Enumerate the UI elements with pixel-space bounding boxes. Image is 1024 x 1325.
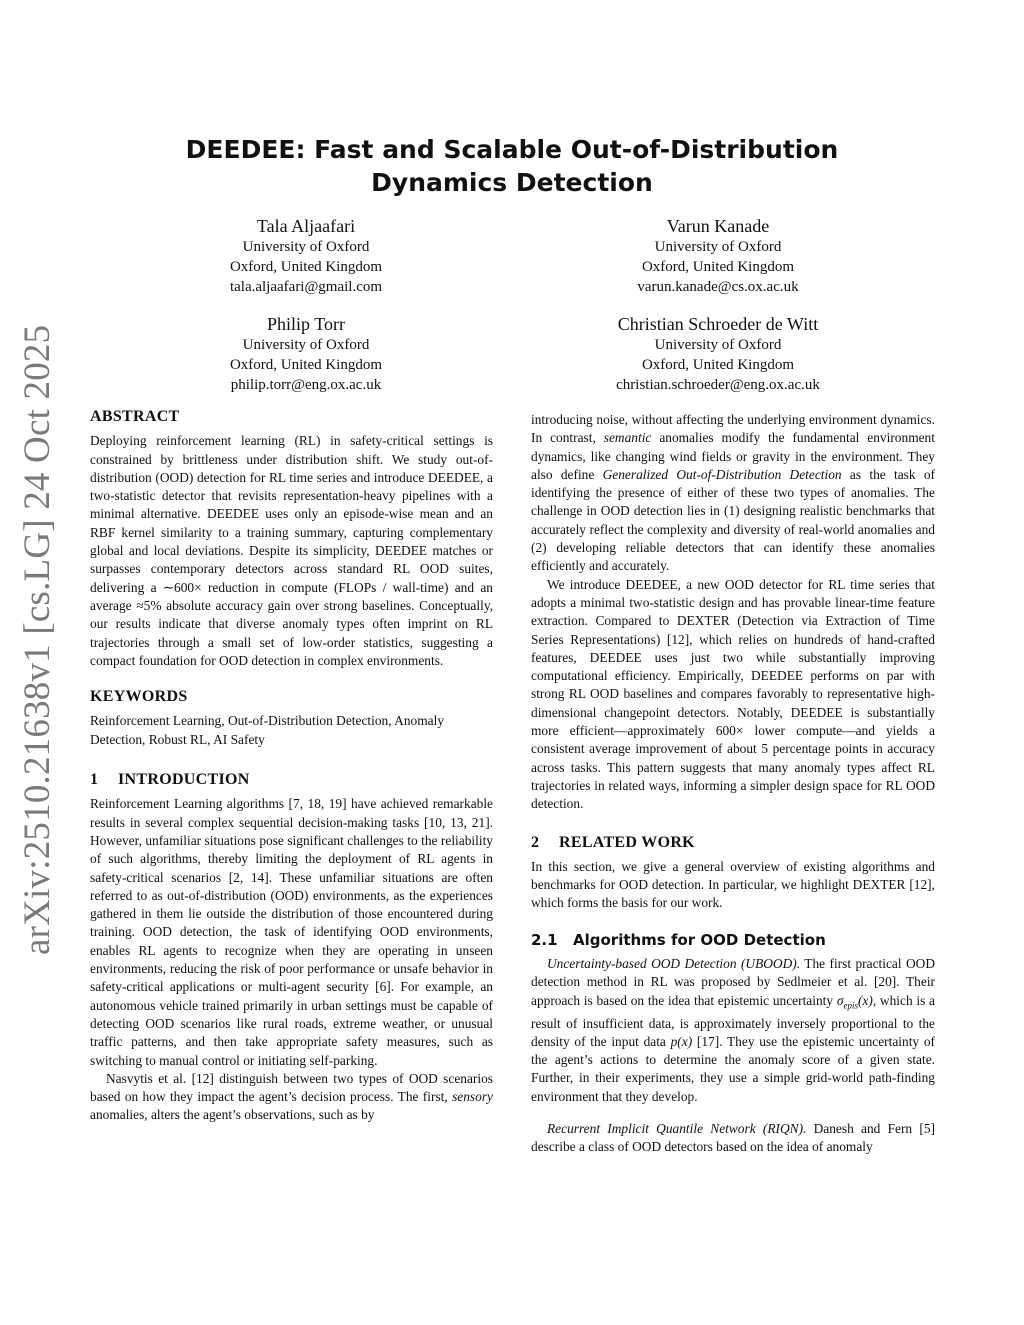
title-line-1: DEEDEE: Fast and Scalable Out-of-Distribution [185, 135, 839, 164]
author-name: Tala Aljaafari [256, 216, 356, 236]
ubood-text-b: , which is a result of insufficient data, is approximately inversely proportional to the density of the input data [531, 992, 935, 1049]
intro-paragraph-1: Reinforcement Learning algorithms [7, 18, 19] have achieved remarkable results in several complex sequential decision-making tasks [10, 13, 21]. However, unfamiliar situations pose significant challenges to the reliability of such algorithms, thereby limiting the deployment of RL agents in safety-critical scenarios [2, 14]. These unfamiliar situations are often referred to as out-of-distribution (OOD) environments, as the experiences gathered in them lie outside the distribution of those encountered during training. OOD detection, the task of identifying OOD environments, enables RL agents to recognize when they are operating in unseen environments, reducing the risk of poor performance or unsafe behavior in safety-critical applications or multi-agent security [6]. For example, an autonomous vehicle trained primarily in urban settings must be capable of detecting OOD scenarios like rural roads, extreme weather, or unusual traffic patterns, and then take appropriate safety measures, such as switching to manual control or initiating self-parking. [90, 796, 493, 1068]
riqn-paragraph [531, 1120, 935, 1157]
related-work-heading [531, 834, 935, 852]
author-email: varun.kanade@cs.ox.ac.uk [637, 279, 799, 295]
arxiv-stamp: arXiv:2510.21638v1 [cs.LG] 24 Oct 2025 [17, 324, 58, 955]
intro-heading [90, 771, 493, 789]
author-affiliation: University of Oxford [654, 239, 782, 255]
intro-p2-text-b: anomalies, alters the agent’s observations, such as by [90, 1107, 375, 1123]
intro-p2-text-a: Nasvytis et al. [12] distinguish between two types of OOD scenarios based on how they impact the agent’s decision process. The first, [90, 1070, 493, 1105]
author-location: Oxford, United Kingdom [641, 259, 795, 275]
intro-number: 1 [90, 771, 99, 789]
intro-paragraph-2 [90, 1070, 493, 1125]
intro-title: INTRODUCTION [118, 771, 250, 789]
keywords-heading: KEYWORDS [90, 688, 188, 706]
paper-title [150, 133, 874, 199]
right-p1-text-c: as the task of identifying the presence of either of these two types of anomalies. The challenge in OOD detection lies in (1) designing realistic benchmarks that accurately reflect the complexity and diversity of real-world anomalies and (2) developing reliable detectors that can identify these anomalies efficiently and accurately. [531, 466, 936, 574]
riqn-text: Danesh and Fern [5] describe a class of OOD detectors based on the idea of anomaly [531, 1121, 935, 1155]
ubood-text-a: The first practical OOD detection method in RL was proposed by Sedlmeier et al. [20]. Their approach is based on the idea that epistemic uncertainty [531, 956, 935, 1008]
author-name: Christian Schroeder de Witt [617, 314, 819, 334]
author-email: christian.schroeder@eng.ox.ac.uk [616, 377, 820, 393]
keywords-text: Reinforcement Learning, Out-of-Distribution Detection, Anomaly Detection, Robust RL, AI Safety [90, 713, 445, 747]
author-location: Oxford, United Kingdom [229, 357, 383, 373]
related-work-text: In this section, we give a general overview of existing algorithms and benchmarks for OOD detection. In particular, we highlight DEXTER [12], which forms the basis for our work. [531, 858, 935, 911]
sigma-subscript: epis [843, 1000, 858, 1011]
intro-p2-emphasis: sensory [452, 1089, 493, 1105]
subsection-number: 2.1 [531, 930, 558, 949]
left-column [90, 408, 493, 1125]
author-name: Varun Kanade [666, 216, 770, 236]
author-block-1 [146, 215, 466, 297]
author-location: Oxford, United Kingdom [229, 259, 383, 275]
author-affiliation: University of Oxford [242, 239, 370, 255]
subsection-heading [531, 931, 935, 949]
right-p1-emphasis-2: Generalized Out-of-Distribution Detection [602, 466, 842, 482]
title-line-2: Dynamics Detection [371, 168, 653, 197]
author-affiliation: University of Oxford [242, 337, 370, 353]
right-p1-text-a: introducing noise, without affecting the underlying environment dynamics. In contrast, [531, 412, 935, 446]
author-block-3 [146, 313, 466, 395]
author-email: tala.aljaafari@gmail.com [229, 279, 383, 295]
right-paragraph-2: We introduce DEEDEE, a new OOD detector for RL time series that adopts a minimal two-statistic design and has provable linear-time feature extraction. Compared to DEXTER (Detection via Extraction of Time Series Representations) [12], which relies on hundreds of hand-crafted features, DEEDEE uses just two while substantially improving computational efficiency. Empirically, DEEDEE performs on par with strong RL OOD baselines and compares favorably to representative high-dimensional changepoint detectors. Notably, DEEDEE is substantially more efficient—approximately 600× lower compute—and yields a consistent average improvement of about 5 percentage points in accuracy across tasks. This pattern suggests that many anomaly types affect RL trajectories in related ways, informing a simpler design space for RL OOD detection. [531, 576, 935, 812]
right-p1-text-b: anomalies modify the fundamental environment dynamics, like changing wind fields or gravity in the environment. They also define [531, 430, 935, 482]
sigma-argument: (x) [857, 992, 873, 1008]
author-name: Philip Torr [267, 314, 345, 334]
author-block-2 [558, 215, 878, 297]
author-location: Oxford, United Kingdom [641, 357, 795, 373]
riqn-title: Recurrent Implicit Quantile Network (RIQN). [547, 1121, 807, 1137]
sigma-epis-formula [836, 992, 873, 1011]
author-block-4 [558, 313, 878, 395]
related-title: RELATED WORK [559, 833, 695, 851]
ubood-paragraph [531, 955, 935, 1106]
px-formula: p(x) [670, 1033, 693, 1049]
right-column [531, 411, 935, 1157]
subsection-title: Algorithms for OOD Detection [573, 930, 826, 949]
abstract-text: Deploying reinforcement learning (RL) in safety-critical settings is constrained by brittleness under distribution shift. We study out-of-distribution (OOD) detection for RL time series and introduce DEEDEE, a two-statistic detector that revisits representation-heavy pipelines with a minimal alternative. DEEDEE uses only an episode-wise mean and an RBF kernel similarity to a training summary, capturing complementary global and local deviations. Despite its simplicity, DEEDEE matches or surpasses contemporary detectors across standard RL OOD suites, delivering a ∼600× reduction in compute (FLOPs / wall-time) and an average ≈5% absolute accuracy gain over strong baselines. Conceptually, our results indicate that diverse anomaly types often imprint on RL trajectories through a small set of low-order statistics, suggesting a compact foundation for OOD detection in complex environments. [90, 433, 493, 668]
ubood-text-c: [17]. They use the epistemic uncertainty of the agent’s actions to determine the anomaly score of a given state. Further, in their experiments, they use a simple grid-world path-finding environment that they develop. [531, 1033, 935, 1104]
sigma-symbol: σ [836, 992, 844, 1008]
author-email: philip.torr@eng.ox.ac.uk [230, 377, 382, 393]
ubood-title: Uncertainty-based OOD Detection (UBOOD). [547, 956, 801, 972]
author-affiliation: University of Oxford [654, 337, 782, 353]
abstract-heading: ABSTRACT [90, 408, 180, 425]
right-p1-emphasis-1: semantic [603, 430, 652, 446]
right-paragraph-1 [531, 411, 935, 576]
related-number: 2 [531, 833, 540, 851]
